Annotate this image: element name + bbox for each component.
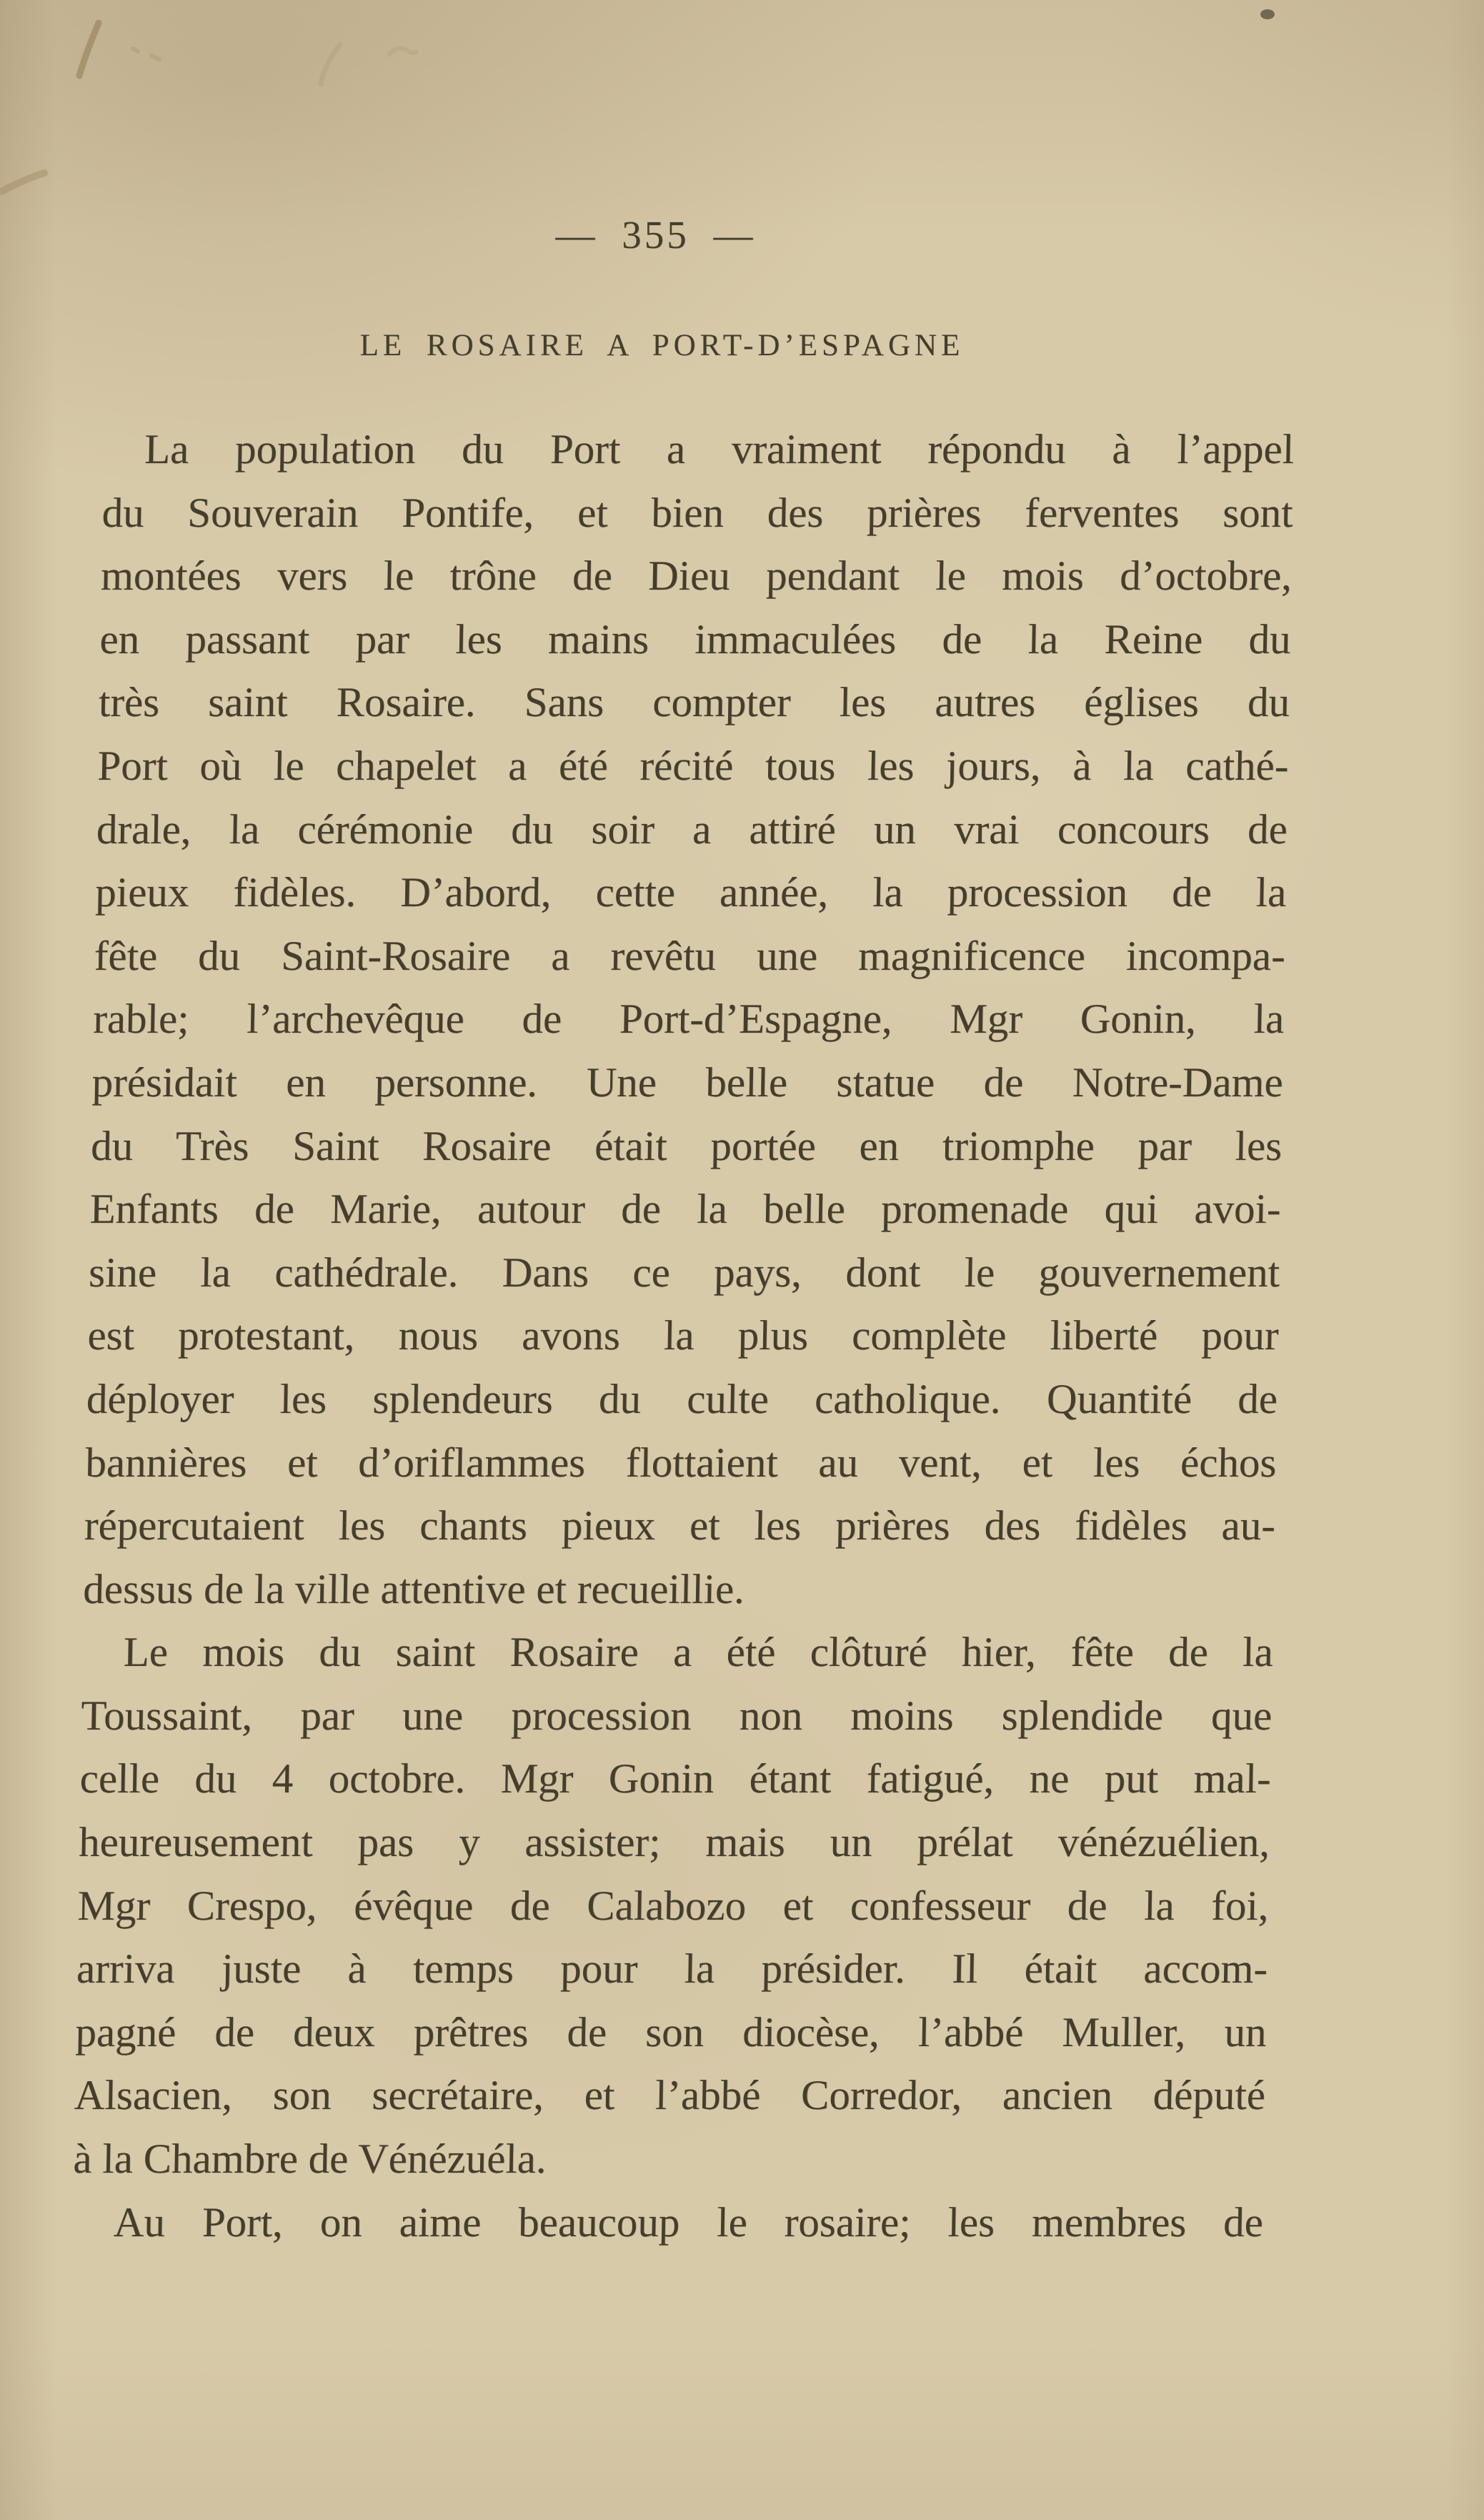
text-line: bannières et d’oriflammes flottaient au vent, et les échos [84,1438,1278,1486]
text-line: La population du Port a vraiment répondu à l’appel [144,425,1295,472]
paragraph [73,1620,1274,2190]
text-line: Port où le chapelet a été récité tous les jours, à la cathé- [96,741,1290,789]
text-line: montées vers le trône de Dieu pendant le mois d’octobre, [100,552,1293,600]
paragraph [83,417,1295,1620]
text-line: Au Port, on aime beaucoup le rosaire; les membres de [113,2198,1264,2246]
ink-speck [1260,9,1275,19]
section-heading: LE ROSAIRE A PORT-D’ESPAGNE [359,329,965,362]
text-line: drale, la cérémonie du soir a attiré un vrai concours de [96,805,1288,853]
pencil-squiggle-mark [389,48,417,54]
text-line: sine la cathédrale. Dans ce pays, dont le gouvernement [88,1248,1280,1296]
text-line: Alsacien, son secrétaire, et l’abbé Corredor, ancien député [74,2071,1266,2119]
text-line: Le mois du saint Rosaire a été clôturé hier, fête de la [123,1628,1274,1676]
page-number: — 355 — [555,213,756,257]
text-line: Enfants de Marie, autour de la belle promenade qui avoi- [89,1185,1282,1233]
text-line: Mgr Crespo, évêque de Calabozo et confesseur de la foi, [77,1881,1270,1929]
text-line: déployer les splendeurs du culte catholique. Quantité de [86,1374,1278,1422]
text-line: arriva juste à temps pour la présider. Il était accom- [76,1945,1268,1993]
text-line: très saint Rosaire. Sans compter les autres églises du [98,678,1290,726]
text-line: dessus de la ville attentive et recueillie. [82,1564,745,1612]
pencil-dot-mark [133,49,159,59]
text-line: heureusement pas y assister; mais un prélat vénézuélien, [78,1818,1270,1866]
pencil-slash-mark [79,23,99,76]
text-line: rable; l’archevêque de Port-d’Espagne, Mgr Gonin, la [92,995,1285,1043]
text-line: répercutaient les chants pieux et les prières des fidèles au- [84,1502,1276,1549]
text-line: est protestant, nous avons la plus complète liberté pour [87,1311,1280,1359]
text-block [71,417,1295,2253]
pencil-arc-mark [321,44,340,84]
text-line: fête du Saint-Rosaire a revêtu une magnificence incompa- [94,931,1286,979]
text-line: à la Chambre de Vénézuéla. [72,2135,547,2183]
text-line: pieux fidèles. D’abord, cette année, la procession de la [94,868,1287,916]
margin-dash-mark [1,173,44,192]
text-line: en passant par les mains immaculées de la Reine du [99,615,1292,663]
text-line: du Souverain Pontife, et bien des prières ferventes sont [101,488,1294,536]
paragraph [71,2191,1264,2254]
text-line: présidait en personne. Une belle statue de Notre-Dame [91,1058,1284,1106]
text-line: pagné de deux prêtres de son diocèse, l’abbé Muller, un [74,2008,1268,2055]
text-line: Toussaint, par une procession non moins splendide que [80,1691,1273,1739]
text-line: du Très Saint Rosaire était portée en triomphe par les [90,1121,1283,1169]
text-line: celle du 4 octobre. Mgr Gonin étant fatigué, ne put mal- [79,1755,1272,1802]
